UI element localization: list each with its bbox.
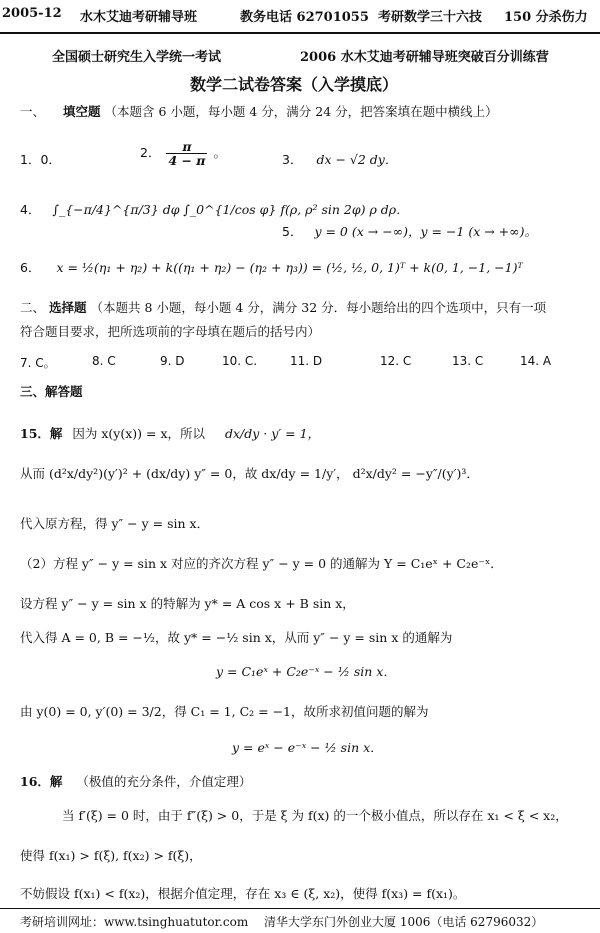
header-course: 考研数学三十六技 xyxy=(378,10,483,25)
section3-heading: 三、解答题 xyxy=(20,384,83,399)
footer-address: 清华大学东门外创业大厦 1006（电话 62796032） xyxy=(264,915,544,929)
q15-line4: （2）方程 y″ − y = sin x 对应的齐次方程 y″ − y = 0 的通解为 Y = C₁eˣ + C₂e⁻ˣ． xyxy=(20,556,503,571)
q16-label: 16．解 xyxy=(20,774,63,789)
q15-line9: y = eˣ − e⁻ˣ − ½ sin x． xyxy=(232,740,383,755)
q15-label: 15．解 xyxy=(20,426,63,441)
q15-line7: y = C₁eˣ + C₂e⁻ˣ − ½ sin x． xyxy=(216,664,396,679)
answer-2-prefix: 2． xyxy=(140,145,161,161)
answer-2 xyxy=(140,140,226,167)
mc-answer-10: 10. C. xyxy=(222,354,258,368)
q15-line1 xyxy=(20,424,320,442)
answer-4-expr: ∫_{−π/4}^{π/3} dφ ∫_0^{1/cos φ} f(ρ, ρ² sin 2φ) ρ dρ． xyxy=(52,202,409,217)
mc-answer-9: 9. D xyxy=(160,354,185,368)
mc-answer-14: 14. A xyxy=(520,354,552,368)
section1-note: （本题含 6 小题，每小题 4 分，满分 24 分，把答案填在题中横线上） xyxy=(104,104,498,119)
q15-line3: 代入原方程，得 y″ − y = sin x． xyxy=(20,516,210,531)
q15-line1-expr: dx/dy · y′ = 1， xyxy=(225,426,321,441)
section2-note-line1: （本题共 8 小题，每小题 4 分，满分 32 分．每小题给出的四个选项中，只有一项 xyxy=(90,300,547,315)
header-rule xyxy=(0,32,600,34)
answer-4-prefix: 4． xyxy=(20,202,41,217)
mc-answer-13: 13. C xyxy=(452,354,484,368)
subheader-left: 全国硕士研究生入学统一考试 xyxy=(52,50,222,65)
q16-note: （极值的充分条件，介值定理） xyxy=(76,774,252,789)
q16-heading xyxy=(20,772,251,790)
page-title: 数学二试卷答案（入学摸底） xyxy=(190,75,399,94)
answer-6-expr: x = ½(η₁ + η₂) + k((η₁ + η₂) − (η₂ + η₃)) = (½, ½, 0, 1)ᵀ + k(0, 1, −1, −1)ᵀ xyxy=(56,260,523,275)
answer-4 xyxy=(20,200,409,218)
section2-note-line2: 符合题目要求，把所选项前的字母填在题后的括号内） xyxy=(20,324,321,339)
q16-line2: 使得 f(x₁) > f(ξ), f(x₂) > f(ξ)， xyxy=(20,848,202,863)
answer-3-prefix: 3． xyxy=(282,152,303,167)
q15-line1-text: 因为 x(y(x)) = x，所以 xyxy=(72,426,206,441)
mc-answer-8: 8. C xyxy=(92,354,116,368)
answer-3 xyxy=(282,150,397,168)
footer-rule xyxy=(0,908,600,909)
q15-line2: 从而 (d²x/dy²)(y′)² + (dx/dy) y″ = 0，故 dx/dy = 1/y′， d²x/dy² = −y″/(y′)³． xyxy=(20,466,479,481)
answer-2-denominator: 4 − π xyxy=(168,153,206,169)
mc-answer-11: 11. D xyxy=(290,354,323,368)
q15-line6: 代入得 A = 0, B = −½，故 y* = −½ sin x，从而 y″ − y = sin x 的通解为 xyxy=(20,630,453,645)
mc-answer-12: 12. C xyxy=(380,354,412,368)
answer-3-expr: dx − √2 dy． xyxy=(316,152,398,167)
section2-heading xyxy=(20,298,546,316)
header-slogan: 150 分杀伤力 xyxy=(504,10,588,25)
q15-line8: 由 y(0) = 0, y′(0) = 3/2，得 C₁ = 1, C₂ = −1，故所求初值问题的解为 xyxy=(20,704,429,719)
q16-line1: 当 f′(ξ) = 0 时，由于 f″(ξ) > 0，于是 ξ 为 f(x) 的一个极小值点，所以存在 x₁ < ξ < x₂， xyxy=(62,808,568,823)
answer-2-fraction xyxy=(166,140,207,167)
header-org: 水木艾迪考研辅导班 xyxy=(80,10,198,25)
answer-6 xyxy=(20,258,523,276)
mc-answer-7: 7. C。 xyxy=(20,356,56,370)
header-phone: 教务电话 62701055 xyxy=(240,10,369,25)
section2-title: 选择题 xyxy=(49,300,87,315)
footer-site: 考研培训网址：www.tsinghuatutor.com xyxy=(20,915,249,929)
answer-2-numerator: π xyxy=(166,140,207,154)
answer-5-prefix: 5． xyxy=(282,224,303,239)
header-date: 2005-12 xyxy=(2,6,62,21)
section2-number: 二、 xyxy=(20,300,46,315)
q16-line3: 不妨假设 f(x₁) < f(x₂)，根据介值定理，存在 x₃ ∈ (ξ, x₂)，使得 f(x₃) = f(x₁)。 xyxy=(20,886,466,901)
section1-number: 一、 xyxy=(20,104,46,119)
answer-1: 1．0． xyxy=(20,152,61,167)
q15-line5: 设方程 y″ − y = sin x 的特解为 y* = A cos x + B sin x， xyxy=(20,596,355,611)
section1-heading xyxy=(20,102,498,120)
answer-5-expr: y = 0 (x → −∞)，y = −1 (x → +∞)。 xyxy=(314,224,537,239)
subheader-right: 2006 水木艾迪考研辅导班突破百分训练营 xyxy=(300,50,549,65)
answer-6-prefix: 6． xyxy=(20,260,41,275)
section1-title: 填空题 xyxy=(63,104,101,119)
answer-2-suffix: 。 xyxy=(213,145,226,161)
answer-5 xyxy=(20,222,537,240)
